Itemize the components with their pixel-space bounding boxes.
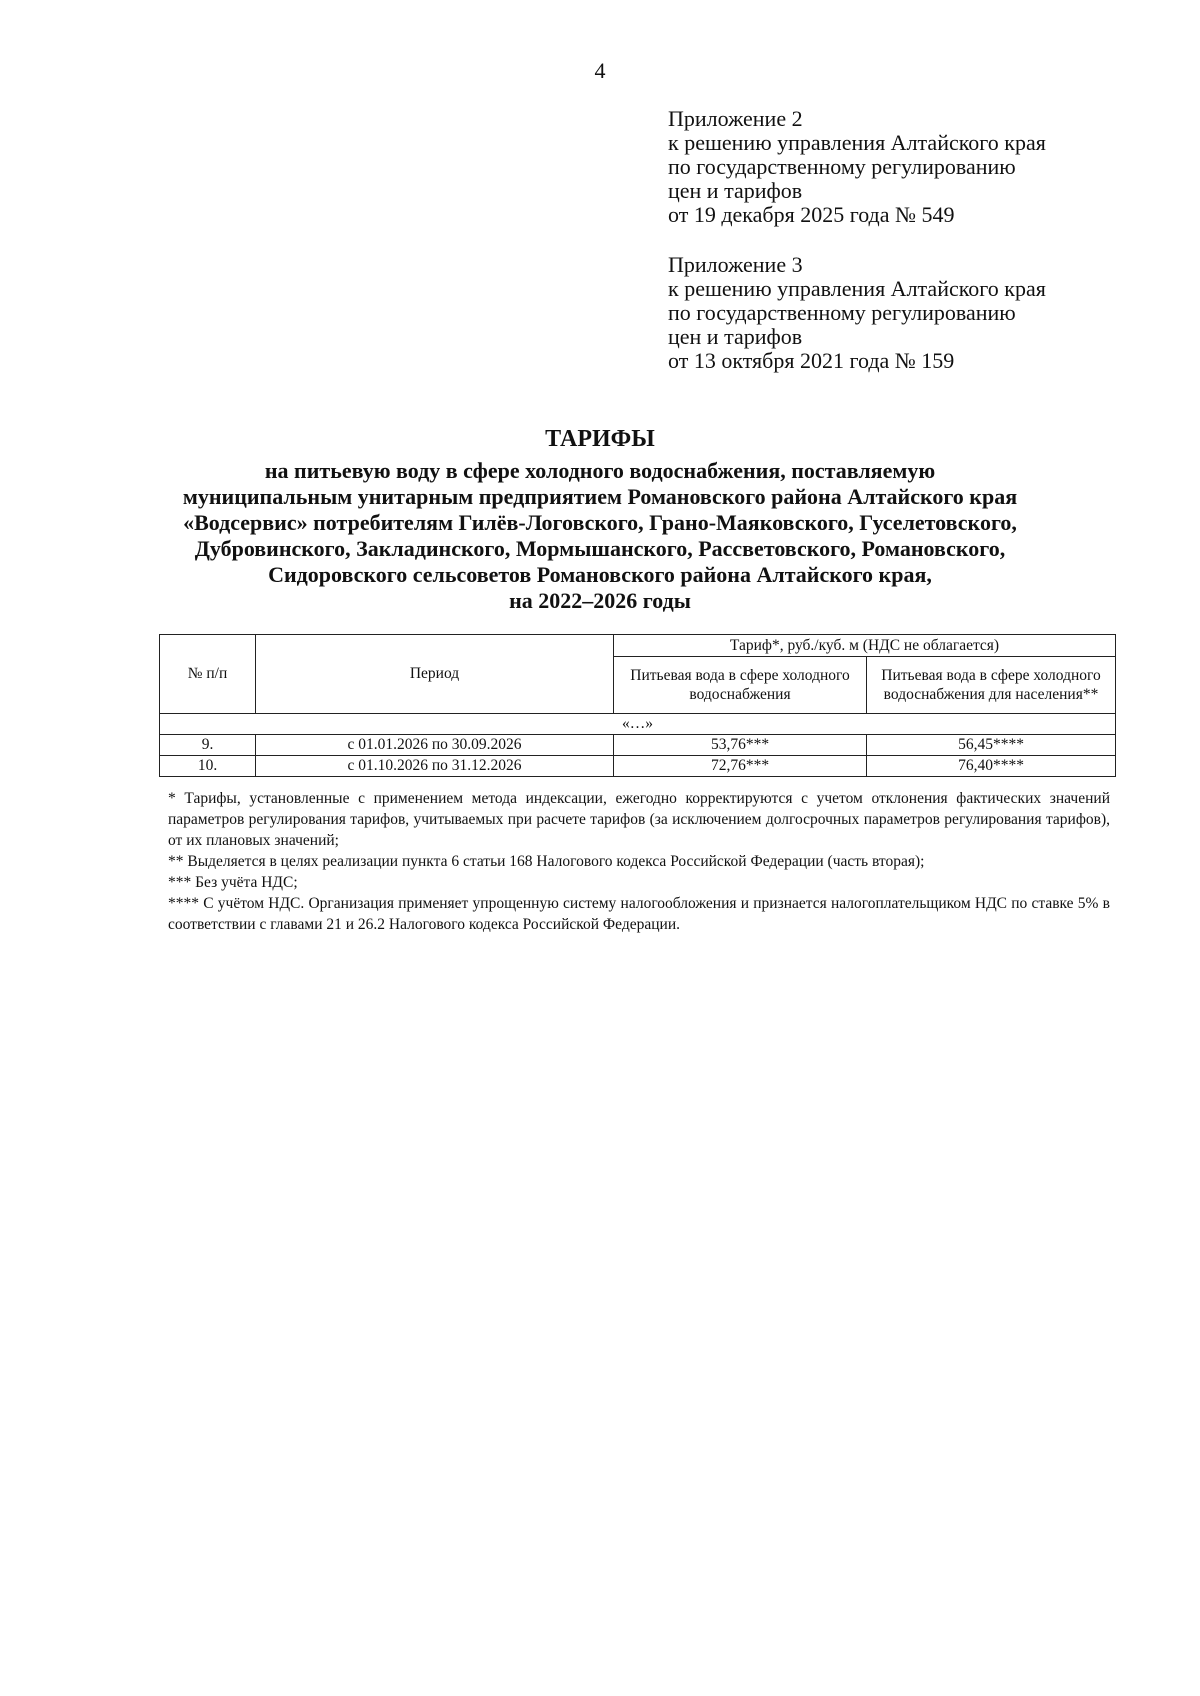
header-period: Период [256, 635, 614, 714]
table-row [160, 756, 1116, 777]
table-row [160, 735, 1116, 756]
row-tariff: 53,76*** [614, 735, 867, 756]
title-line: «Водсервис» потребителям Гилёв-Логовского, Грано-Маяковского, Гуселетовского, [183, 510, 1017, 535]
appendix-line: к решению управления Алтайского края [668, 276, 1046, 301]
ellipsis-row: «…» [160, 714, 1116, 735]
appendix-line: от 13 октября 2021 года № 159 [668, 348, 955, 373]
title-line: на 2022–2026 годы [509, 588, 691, 613]
appendix-2-block [668, 107, 1046, 227]
title-line: муниципальным унитарным предприятием Романовского района Алтайского края [182, 484, 1018, 509]
title-line: на питьевую воду в сфере холодного водоснабжения, поставляемую [264, 458, 936, 483]
page-number: 4 [594, 58, 606, 83]
footnote: ** Выделяется в целях реализации пункта 6 статьи 168 Налогового кодекса Российской Федерации (часть вторая); [168, 853, 925, 870]
header-tariff-population-col: Питьевая вода в сфере холодного водоснабжения для населения** [867, 657, 1116, 714]
header-tariff-col: Питьевая вода в сфере холодного водоснабжения [614, 657, 867, 714]
row-tariff-population: 76,40**** [867, 756, 1116, 777]
row-tariff-population: 56,45**** [867, 735, 1116, 756]
row-period: с 01.01.2026 по 30.09.2026 [256, 735, 614, 756]
tariffs-table [159, 634, 1116, 777]
appendix-line: от 19 декабря 2025 года № 549 [668, 202, 955, 227]
appendix-line: по государственному регулированию [668, 300, 1016, 325]
title-line: Сидоровского сельсоветов Романовского района Алтайского края, [268, 562, 932, 587]
title-main: ТАРИФЫ [545, 426, 655, 452]
appendix-line: цен и тарифов [668, 324, 803, 349]
row-num: 9. [160, 735, 256, 756]
row-num: 10. [160, 756, 256, 777]
header-tariff-group: Тариф*, руб./куб. м (НДС не облагается) [614, 635, 1116, 657]
appendix-line: цен и тарифов [668, 178, 803, 203]
footnote: * Тарифы, установленные с применением метода индексации, ежегодно корректируются с учетом отклонения фактических значений параметров регулирования тарифов, учитываемых при расчете тарифов (за исключением долгосрочных параметров регулирования тарифов), от их плановых значений; [168, 790, 1110, 849]
row-period: с 01.10.2026 по 31.12.2026 [256, 756, 614, 777]
appendix-title: Приложение 2 [668, 106, 803, 131]
footnotes [168, 788, 1110, 935]
appendix-line: по государственному регулированию [668, 154, 1016, 179]
document-title [0, 426, 1200, 614]
appendix-line: к решению управления Алтайского края [668, 130, 1046, 155]
row-tariff: 72,76*** [614, 756, 867, 777]
header-num: № п/п [160, 635, 256, 714]
footnote: *** Без учёта НДС; [168, 874, 298, 891]
appendix-title: Приложение 3 [668, 252, 803, 277]
title-line: Дубровинского, Закладинского, Мормышанского, Рассветовского, Романовского, [194, 536, 1006, 561]
footnote: **** С учётом НДС. Организация применяет упрощенную систему налогообложения и признается налогоплательщиком НДС по ставке 5% в соответствии с главами 21 и 26.2 Налогового кодекса Российской Федерации. [168, 895, 1110, 933]
appendix-3-block [668, 253, 1046, 373]
